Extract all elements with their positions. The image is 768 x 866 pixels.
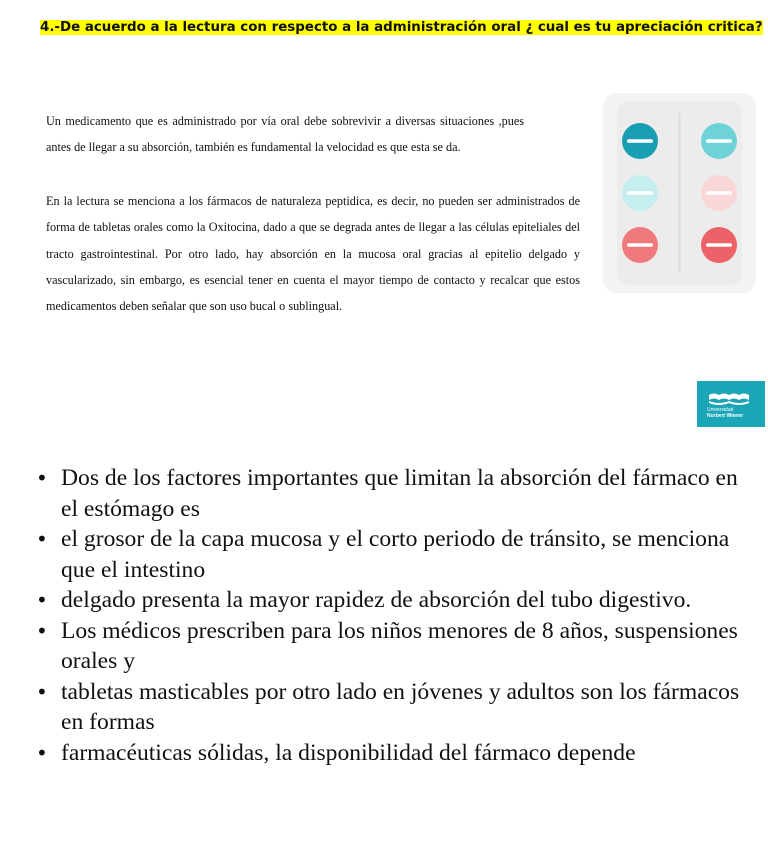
pill-score-line	[706, 243, 732, 247]
answer-paragraph-2: En la lectura se menciona a los fármacos de naturaleza peptidica, es decir, no pueden ser administrados de forma de tabletas orales como la Oxitocina, dado a que se degrada antes de llegar a las células epiteliales del tracto gastrointestinal. Por otro lado, hay absorción en la mucosa oral gracias al epitelio delgado y vascularizado, sin embargo, es esencial tener en cuenta el mayor tiempo de contacto y recalcar que estos medicamentos deben señalar que son uso bucal o sublingual.	[46, 194, 580, 314]
bullet-item: • farmacéuticas sólidas, la disponibilidad del fármaco depende	[34, 738, 749, 769]
pill-blister-image	[603, 93, 756, 293]
bullet-item: • delgado presenta la mayor rapidez de absorción del tubo digestivo.	[34, 585, 749, 616]
bullet-list	[34, 463, 749, 768]
pill-score-line	[706, 191, 732, 195]
logo-line-1: Universidad	[707, 407, 734, 413]
pill-score-line	[706, 139, 732, 143]
bullet-item: • el grosor de la capa mucosa y el corto periodo de tránsito, se menciona que el intestino	[34, 524, 749, 585]
bullet-item: • tabletas masticables por otro lado en jóvenes y adultos son los fármacos en formas	[34, 677, 749, 738]
pill-score-line	[627, 191, 653, 195]
answer-paragraph-1: Un medicamento que es administrado por vía oral debe sobrevivir a diversas situaciones ,pues antes de llegar a su absorción, también es fundamental la velocidad es que esta se da.	[46, 114, 524, 155]
logo-line-2: Norbert Wiener	[707, 413, 744, 419]
pill-score-line	[627, 139, 653, 143]
pill-score-line	[627, 243, 653, 247]
university-logo	[697, 381, 765, 427]
bullet-item: • Dos de los factores importantes que limitan la absorción del fármaco en el estómago es	[34, 463, 749, 524]
question-title: 4.-De acuerdo a la lectura con respecto a la administración oral ¿ cual es tu apreciación critica?	[40, 20, 763, 35]
bullet-item: • Los médicos prescriben para los niños menores de 8 años, suspensiones orales y	[34, 616, 749, 677]
